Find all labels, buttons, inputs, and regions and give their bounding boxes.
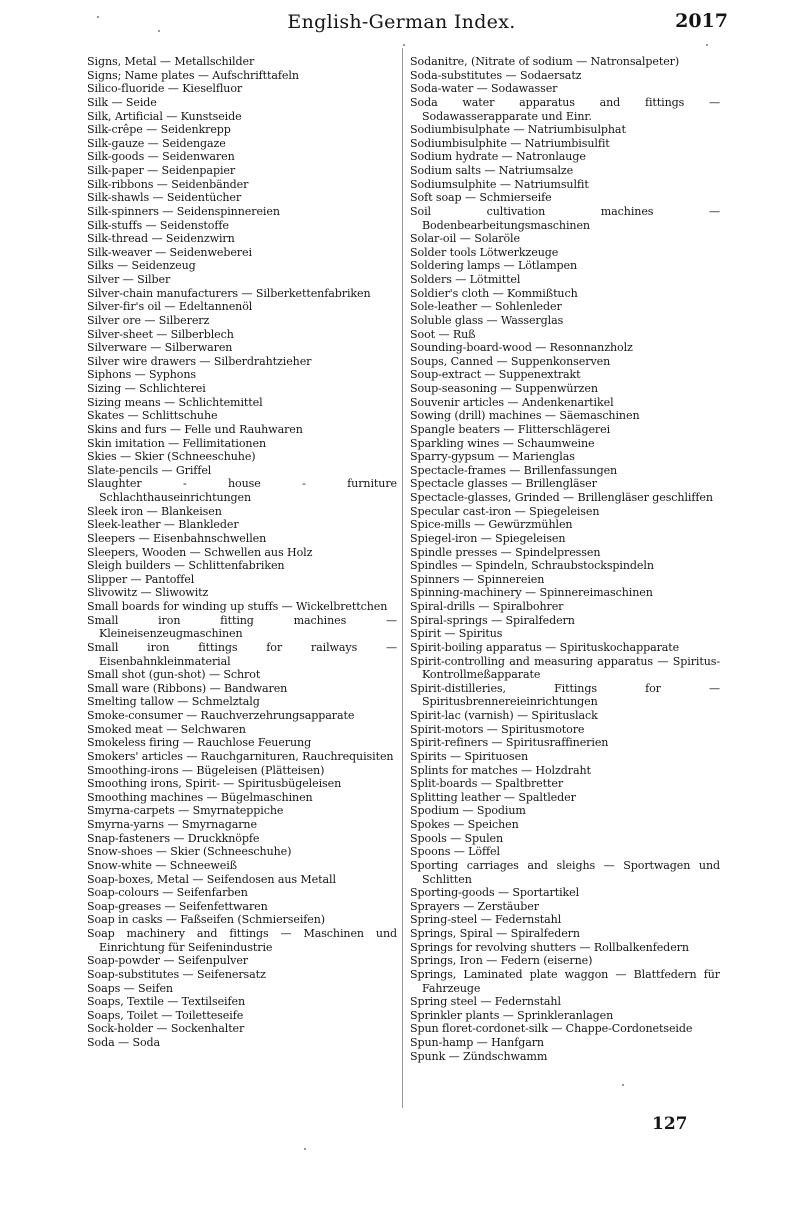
index-entry: Soap machinery and fittings — Maschinen und Einrichtung für Seifenindustrie [87,927,397,954]
index-entry: Soap in casks — Faßseifen (Schmierseifen) [87,913,326,927]
index-entry: Smoke-consumer — Rauchverzehrungsapparate [87,709,355,722]
index-entry: Soap-substitutes — Seifenersatz [87,967,266,981]
index-entry: Silver-chain manufacturers — Silberkettenfabriken [87,286,371,300]
right-index-column [410,55,720,1063]
index-entry: Sodium hydrate — Natronlauge [410,150,586,164]
index-entry: Sodiumbisulphite — Natriumbisulfit [410,136,610,150]
index-entry: Spools — Spulen [410,831,504,845]
index-entry: Spangle beaters — Flitterschlägerei [410,422,611,436]
index-entry: Sleepers — Eisenbahnschwellen [87,531,267,545]
index-entry: Skies — Skier (Schneeschuhe) [87,450,256,464]
print-speck [158,30,160,32]
index-entry: Smoothing-irons — Bügeleisen (Plätteisen) [87,763,325,777]
index-entry: Soap-greases — Seifenfettwaren [87,899,268,913]
column-divider [402,48,403,1108]
index-entry: Spiegel-iron — Spiegeleisen [410,531,566,545]
index-entry: Sodium salts — Natriumsalze [410,164,574,177]
index-entry: Sodiumbisulphate — Natriumbisulphat [410,123,626,137]
index-entry: Soda-water — Sodawasser [410,82,558,96]
index-entry: Signs, Metal — Metallschilder [87,55,255,68]
index-entry: Spodium — Spodium [410,804,526,818]
index-entry: Soldering lamps — Lötlampen [410,259,578,273]
index-entry: Solar-oil — Solaröle [410,232,520,246]
print-speck [97,16,99,18]
left-index-column [87,55,397,1050]
print-speck [304,1148,306,1150]
index-entry: Soluble glass — Wasserglas [410,313,564,327]
print-speck [622,1084,624,1086]
index-entry: Sizing means — Schlichtemittel [87,395,263,409]
index-entry: Smokeless firing — Rauchlose Feuerung [87,736,312,750]
index-entry: Springs, Iron — Federn (eiserne) [410,954,593,968]
index-entry: Soil cultivation machines — Bodenbearbeitungsmaschinen [410,204,720,232]
index-entry: Spirit-lac (varnish) — Spirituslack [410,709,598,722]
index-entry: Spirit-refiners — Spiritusraffinerien [410,736,609,750]
index-entry: Sleek-leather — Blankleder [87,518,239,532]
index-entry: Spring-steel — Federnstahl [410,913,562,927]
index-entry: Silk-ribbons — Seidenbänder [87,177,249,191]
page-title: English-German Index. [287,11,516,33]
index-entry: Smoked meat — Selchwaren [87,722,246,736]
index-entry: Soup-seasoning — Suppenwürzen [410,382,598,395]
index-entry: Silverware — Silberwaren [87,341,233,355]
index-entry: Silks — Seidenzeug [87,259,196,273]
index-entry: Solder tools Lötwerkzeuge [410,245,559,259]
index-entry: Sock-holder — Sockenhalter [87,1022,245,1036]
index-entry: Specular cast-iron — Spiegeleisen [410,504,600,518]
index-entry: Souvenir articles — Andenkenartikel [410,395,614,409]
index-entry: Spinning-machinery — Spinnereimaschinen [410,586,653,600]
index-entry: Spirits — Spirituosen [410,749,529,763]
index-entry: Spectacle-glasses, Grinded — Brillengläser geschliffen [410,491,713,504]
index-entry: Sparkling wines — Schaumweine [410,436,595,450]
print-speck [706,44,708,46]
index-entry: Silver-sheet — Silberblech [87,327,234,341]
index-entry: Silver-fir's oil — Edeltannenöl [87,300,253,314]
index-entry: Soaps — Seifen [87,981,173,995]
index-entry: Spindles — Spindeln, Schraubstockspindeln [410,559,654,573]
index-entry: Spectacle glasses — Brillengläser [410,477,597,491]
index-entry: Snow-white — Schneeweiß [87,858,237,872]
index-entry: Spirit-distilleries, Fittings for — Spiritusbrennereieinrichtungen [410,681,720,709]
index-entry: Slipper — Pantoffel [87,572,195,586]
index-entry: Soap-colours — Seifenfarben [87,886,248,900]
index-entry: Sparry-gypsum — Marienglas [410,450,575,464]
index-entry: Silver ore — Silbererz [87,313,210,327]
index-entry: Silk-spinners — Seidenspinnereien [87,204,280,218]
index-entry: Slaughter - house - furniture Schlachthauseinrichtungen [87,477,397,504]
index-entry: Soaps, Textile — Textilseifen [87,995,246,1009]
index-entry: Soap-powder — Seifenpulver [87,954,248,968]
index-entry: Spun-hamp — Hanfgarn [410,1036,544,1049]
index-entry: Silver — Silber [87,273,171,286]
index-entry: Sporting carriages and sleighs — Sportwagen und Schlitten [410,858,720,886]
index-entry: Silk-shawls — Seidentücher [87,191,242,205]
index-entry: Silk-gauze — Seidengaze [87,136,226,150]
index-entry: Sounding-board-wood — Resonnanzholz [410,341,633,355]
page-number: 2017 [675,10,728,32]
index-entry: Smelting tallow — Schmelztalg [87,695,260,709]
index-entry: Snap-fasteners — Druckknöpfe [87,831,260,845]
index-entry: Spunk — Zündschwamm [410,1049,548,1063]
index-entry: Silver wire drawers — Silberdrahtzieher [87,354,312,368]
index-entry: Soda — Soda [87,1036,161,1049]
index-entry: Spun floret-cordonet-silk — Chappe-Cordonetseide [410,1022,693,1036]
index-entry: Signs; Name plates — Aufschrifttafeln [87,68,299,82]
index-entry: Spring steel — Federnstahl [410,995,561,1009]
index-entry: Silk — Seide [87,95,157,109]
index-entry: Spokes — Speichen [410,818,519,831]
index-entry: Spindle presses — Spindelpressen [410,545,601,559]
index-entry: Soda water apparatus and fittings — Sodawasserapparate und Einr. [410,95,720,123]
print-speck [403,44,405,46]
index-entry: Soaps, Toilet — Toiletteseife [87,1008,244,1022]
index-entry: Silk, Artificial — Kunstseide [87,109,242,123]
index-entry: Skates — Schlittschuhe [87,409,218,423]
index-entry: Smyrna-carpets — Smyrnateppiche [87,804,284,818]
index-entry: Slate-pencils — Griffel [87,463,212,477]
index-entry: Spice-mills — Gewürzmühlen [410,518,573,532]
index-entry: Springs, Laminated plate waggon — Blattfedern für Fahrzeuge [410,967,720,995]
index-entry: Smoothing irons, Spirit- — Spiritusbügeleisen [87,777,342,791]
index-entry: Small ware (Ribbons) — Bandwaren [87,681,288,695]
index-entry: Sowing (drill) machines — Säemaschinen [410,409,640,423]
index-entry: Sole-leather — Sohlenleder [410,300,562,314]
index-entry: Sporting-goods — Sportartikel [410,886,580,900]
index-entry: Spoons — Löffel [410,845,500,859]
sheet-number: 127 [652,1114,688,1134]
index-entry: Slivowitz — Sliwowitz [87,586,209,600]
index-entry: Soda-substitutes — Sodaersatz [410,68,582,82]
index-entry: Skin imitation — Fellimitationen [87,436,266,450]
index-entry: Silico-fluoride — Kieselfluor [87,82,243,96]
index-entry: Spirit-controlling and measuring apparatus — Spiritus-Kontrollmeßapparate [410,654,720,682]
index-entry: Smoothing machines — Bügelmaschinen [87,790,313,804]
index-entry: Split-boards — Spaltbretter [410,777,564,791]
index-entry: Small boards for winding up stuffs — Wickelbrettchen [87,600,388,613]
index-entry: Sleek iron — Blankeisen [87,504,222,518]
index-entry: Soup-extract — Suppenextrakt [410,368,581,382]
index-entry: Smyrna-yarns — Smyrnagarne [87,818,257,831]
index-entry: Soft soap — Schmierseife [410,191,552,205]
index-entry: Sodiumsulphite — Natriumsulfit [410,177,589,191]
index-entry: Skins and furs — Felle und Rauhwaren [87,422,303,436]
index-entry: Springs, Spiral — Spiralfedern [410,927,580,940]
index-entry: Silk-weaver — Seidenweberei [87,245,252,259]
index-entry: Smokers' articles — Rauchgarnituren, Rauchrequisiten [87,749,394,763]
index-entry: Sodanitre, (Nitrate of sodium — Natronsalpeter) [410,55,680,68]
index-entry: Sprayers — Zerstäuber [410,899,539,913]
index-entry: Silk-stuffs — Seidenstoffe [87,218,229,232]
index-entry: Silk-crêpe — Seidenkrepp [87,123,231,137]
index-entry: Sleigh builders — Schlittenfabriken [87,559,285,573]
index-entry: Snow-shoes — Skier (Schneeschuhe) [87,845,292,859]
index-entry: Sleepers, Wooden — Schwellen aus Holz [87,545,313,559]
index-entry: Small iron fitting machines — Kleineisenzeugmaschinen [87,613,397,641]
index-entry: Springs for revolving shutters — Rollbalkenfedern [410,940,689,954]
index-entry: Soap-boxes, Metal — Seifendosen aus Metall [87,872,336,886]
index-entry: Splints for matches — Holzdraht [410,763,591,777]
index-entry: Spirit — Spiritus [410,627,503,641]
index-entry: Soups, Canned — Suppenkonserven [410,354,611,368]
index-entry: Soot — Ruß [410,327,476,341]
index-entry: Sprinkler plants — Sprinkleranlagen [410,1008,614,1022]
index-entry: Spirit-boiling apparatus — Spirituskochapparate [410,640,680,654]
index-entry: Silk-goods — Seidenwaren [87,150,235,164]
index-entry: Siphons — Syphons [87,368,196,382]
index-entry: Small iron fittings for railways — Eisenbahnkleinmaterial [87,640,397,668]
index-entry: Sizing — Schlichterei [87,382,206,395]
index-entry: Small shot (gun-shot) — Schrot [87,668,261,682]
index-entry: Splitting leather — Spaltleder [410,790,576,804]
index-entry: Silk-paper — Seidenpapier [87,164,236,177]
index-entry: Spectacle-frames — Brillenfassungen [410,463,618,477]
index-entry: Spirit-motors — Spiritusmotore [410,722,585,736]
index-entry: Spinners — Spinnereien [410,572,545,586]
index-entry: Soldier's cloth — Kommißtuch [410,286,578,300]
index-entry: Spiral-springs — Spiralfedern [410,613,575,627]
index-entry: Spiral-drills — Spiralbohrer [410,600,564,613]
index-entry: Silk-thread — Seidenzwirn [87,232,235,246]
index-entry: Solders — Lötmittel [410,273,521,286]
